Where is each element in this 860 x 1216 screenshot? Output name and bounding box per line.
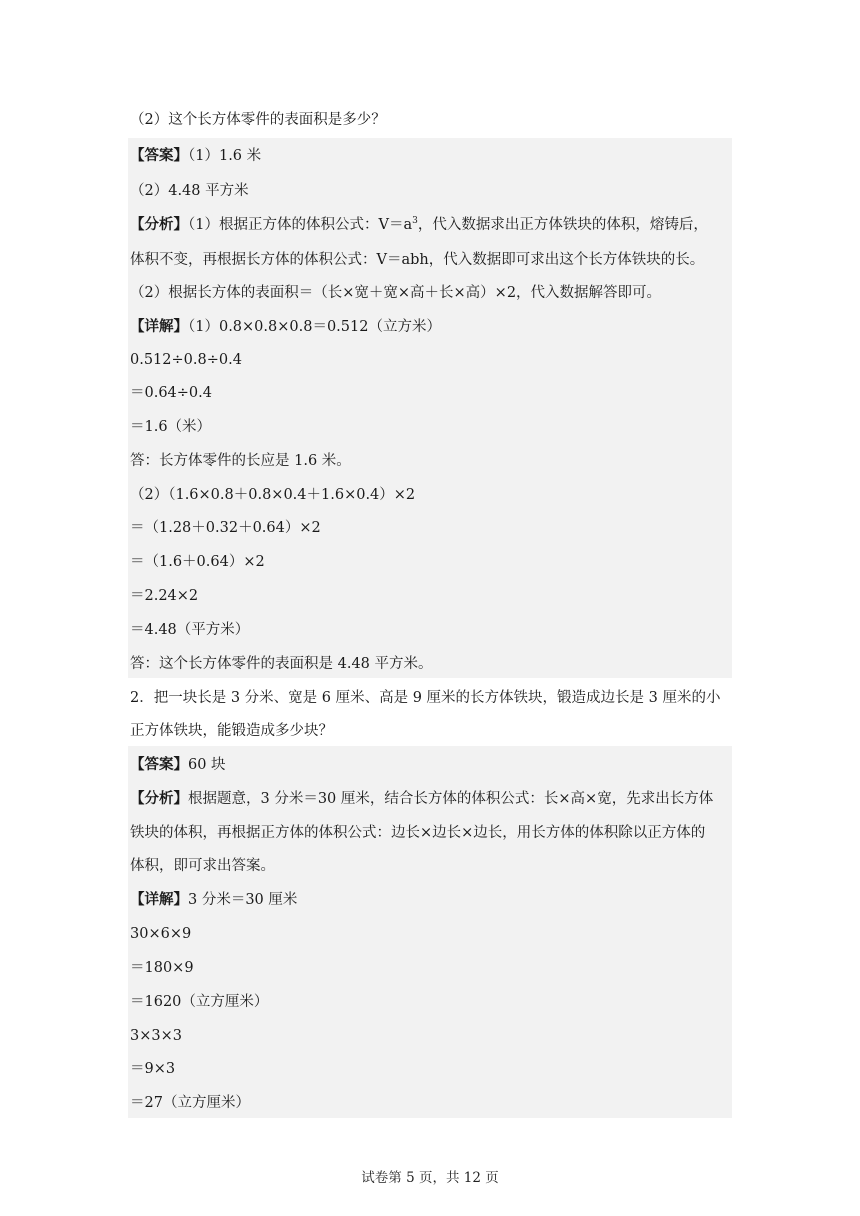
analysis-line-1 — [130, 215, 732, 235]
q2-detail-line: ＝1620（立方厘米） — [130, 994, 269, 1010]
question-2-line-1: 2．把一块长是 3 分米、宽是 6 厘米、高是 9 厘米的长方体铁块，锻造成边长是 3 厘米的小 — [130, 690, 721, 706]
question-2-line-2: 正方体铁块，能锻造成多少块？ — [130, 723, 333, 739]
q2-detail-line: ＝27（立方厘米） — [130, 1095, 250, 1111]
analysis-text-cont: ，代入数据求出正方体铁块的体积，熔铸后， — [417, 217, 708, 233]
q2-analysis-line-1 — [130, 789, 732, 809]
analysis-line-3: （2）根据长方体的表面积＝（长×宽＋宽×高＋长×高）×2，代入数据解答即可。 — [130, 285, 662, 301]
q2-detail-line: 3×3×3 — [130, 1028, 182, 1044]
answer-line-2: （2）4.48 平方米 — [130, 183, 249, 199]
analysis-label: 【分析】 — [130, 790, 188, 807]
detail-line: ＝0.64÷0.4 — [130, 385, 212, 401]
detail-line: ＝2.24×2 — [130, 588, 199, 604]
detail-line: 答：长方体零件的长应是 1.6 米。 — [130, 453, 351, 469]
answer-text: 60 块 — [188, 757, 226, 773]
question-part-2: （2）这个长方体零件的表面积是多少？ — [130, 112, 386, 128]
analysis-label: 【分析】 — [130, 216, 188, 233]
detail-label: 【详解】 — [130, 891, 188, 908]
q2-detail-line: ＝9×3 — [130, 1061, 176, 1077]
detail-text: 3 分米＝30 厘米 — [188, 892, 298, 908]
detail-line: ＝1.6（米） — [130, 419, 212, 435]
detail-line: ＝4.48（平方米） — [130, 622, 250, 638]
q2-detail-line-1 — [130, 890, 732, 910]
analysis-text: 根据题意，3 分米＝30 厘米，结合长方体的体积公式：长×高×宽，先求出长方体 — [188, 791, 714, 807]
detail-line: ＝（1.6＋0.64）×2 — [130, 554, 265, 570]
detail-line: ＝（1.28＋0.32＋0.64）×2 — [130, 520, 321, 536]
answer-label: 【答案】 — [130, 756, 188, 773]
analysis-text: （1）根据正方体的体积公式：V＝a — [188, 217, 413, 233]
detail-line: 0.512÷0.8÷0.4 — [130, 352, 242, 368]
answer-text: （1）1.6 米 — [188, 148, 262, 164]
q2-answer-line — [130, 755, 732, 775]
detail-line-1 — [130, 317, 732, 337]
detail-line: （2）（1.6×0.8＋0.8×0.4＋1.6×0.4）×2 — [130, 487, 416, 503]
detail-text: （1）0.8×0.8×0.8＝0.512（立方米） — [188, 319, 441, 335]
analysis-line-2: 体积不变，再根据长方体的体积公式：V＝abh，代入数据即可求出这个长方体铁块的长。 — [130, 252, 705, 268]
q2-analysis-line-3: 体积，即可求出答案。 — [130, 858, 275, 874]
detail-line: 答：这个长方体零件的表面积是 4.48 平方米。 — [130, 656, 433, 672]
answer-line-1 — [130, 146, 732, 166]
q2-detail-line: 30×6×9 — [130, 926, 192, 942]
detail-label: 【详解】 — [130, 318, 188, 335]
exponent: 3 — [412, 216, 418, 227]
answer-label: 【答案】 — [130, 147, 188, 164]
q2-detail-line: ＝180×9 — [130, 960, 194, 976]
page-footer: 试卷第 5 页，共 12 页 — [361, 1170, 499, 1186]
q2-analysis-line-2: 铁块的体积，再根据正方体的体积公式：边长×边长×边长，用长方体的体积除以正方体的 — [130, 825, 706, 841]
